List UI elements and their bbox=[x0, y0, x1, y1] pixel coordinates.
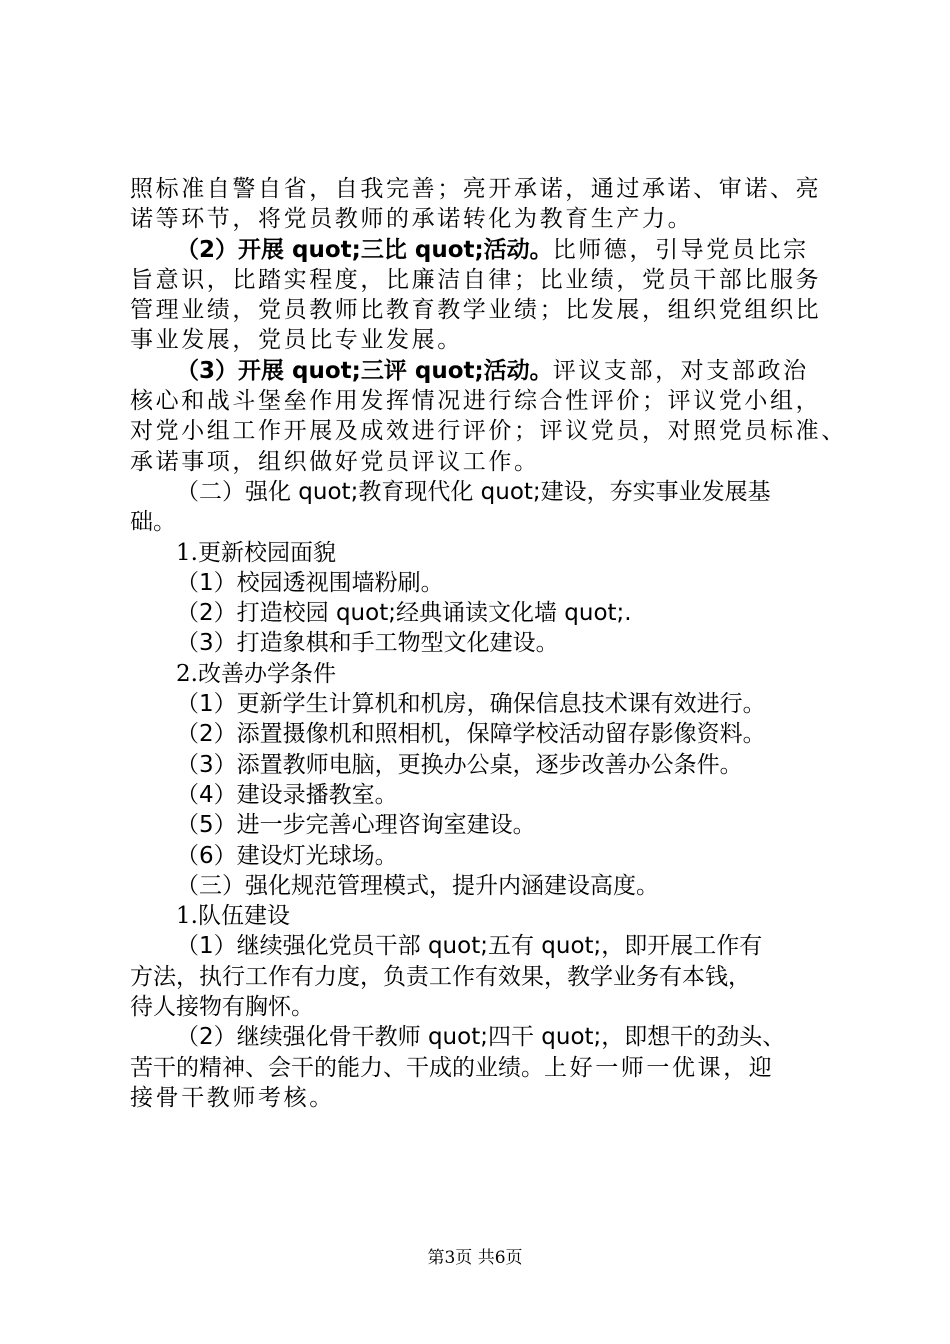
page-footer: 第3页 共6页 bbox=[427, 1248, 523, 1268]
section-heading: （二）强化 quot;教育现代化 quot;建设，夯实事业发展基 bbox=[176, 478, 771, 505]
paragraph-line: 接骨干教师考核。 bbox=[130, 1084, 335, 1111]
paragraph-line: 管理业绩，党员教师比教育教学业绩；比发展，组织党组织比 bbox=[130, 297, 822, 324]
section-heading: （3）开展 quot;三评 quot;活动。 bbox=[176, 357, 553, 384]
list-item-continuation: 待人接物有胸怀。 bbox=[130, 994, 314, 1021]
paragraph-text: 评议支部，对支部政治 bbox=[552, 357, 809, 384]
list-item: （6）建设灯光球场。 bbox=[176, 842, 398, 869]
list-item: （2）打造校园 quot;经典诵读文化墙 quot;. bbox=[176, 600, 632, 627]
paragraph-line bbox=[130, 235, 835, 265]
list-item-continuation: 苦干的精神、会干的能力、干成的业绩。 bbox=[130, 1054, 544, 1081]
paragraph-line bbox=[130, 1053, 835, 1083]
subsection-heading: 1.更新校园面貌 bbox=[176, 539, 336, 566]
section-heading: 础。 bbox=[130, 509, 176, 536]
list-item: （2）添置摄像机和照相机，保障学校活动留存影像资料。 bbox=[176, 721, 766, 748]
list-item: （1）校园透视围墙粉刷。 bbox=[176, 569, 444, 596]
list-item: （3）打造象棋和手工物型文化建设。 bbox=[176, 630, 559, 657]
list-item: （1）更新学生计算机和机房，确保信息技术课有效进行。 bbox=[176, 691, 766, 718]
list-item: （1）继续强化党员干部 quot;五有 quot;，即开展工作有 bbox=[176, 933, 763, 960]
list-item: （4）建设录播教室。 bbox=[176, 781, 398, 808]
paragraph-text: 比师德，引导党员比宗 bbox=[552, 236, 809, 263]
section-heading: （三）强化规范管理模式，提升内涵建设高度。 bbox=[176, 872, 659, 899]
paragraph-line: 旨意识，比踏实程度，比廉洁自律；比业绩，党员干部比服务 bbox=[130, 266, 822, 293]
paragraph-line: 诺等环节，将党员教师的承诺转化为教育生产力。 bbox=[130, 206, 694, 233]
paragraph-line: 核心和战斗堡垒作用发挥情况进行综合性评价；评议党小组， bbox=[130, 388, 822, 415]
document-body bbox=[130, 174, 847, 1113]
paragraph-line: 承诺事项，组织做好党员评议工作。 bbox=[130, 448, 540, 475]
section-heading: （2）开展 quot;三比 quot;活动。 bbox=[176, 236, 553, 263]
list-item-continuation: 方法，执行工作有力度，负责工作有效果，教学业务有本钱， bbox=[130, 963, 751, 990]
paragraph-line: 照标准自警自省，自我完善；亮开承诺，通过承诺、审诺、亮 bbox=[130, 176, 822, 202]
paragraph-line: 对党小组工作开展及成效进行评价；评议党员，对照党员标准、 bbox=[130, 418, 847, 445]
subsection-heading: 1.队伍建设 bbox=[176, 903, 290, 930]
list-item: （2）继续强化骨干教师 quot;四干 quot;，即想干的劲头、 bbox=[176, 1024, 786, 1051]
list-item: （5）进一步完善心理咨询室建设。 bbox=[176, 812, 536, 839]
subsection-heading: 2.改善办学条件 bbox=[176, 660, 336, 687]
paragraph-line bbox=[130, 356, 835, 386]
paragraph-text: 上好一师一优课，迎 bbox=[544, 1054, 775, 1081]
list-item: （3）添置教师电脑，更换办公桌，逐步改善办公条件。 bbox=[176, 751, 743, 778]
paragraph-line: 事业发展，党员比专业发展。 bbox=[130, 327, 463, 354]
